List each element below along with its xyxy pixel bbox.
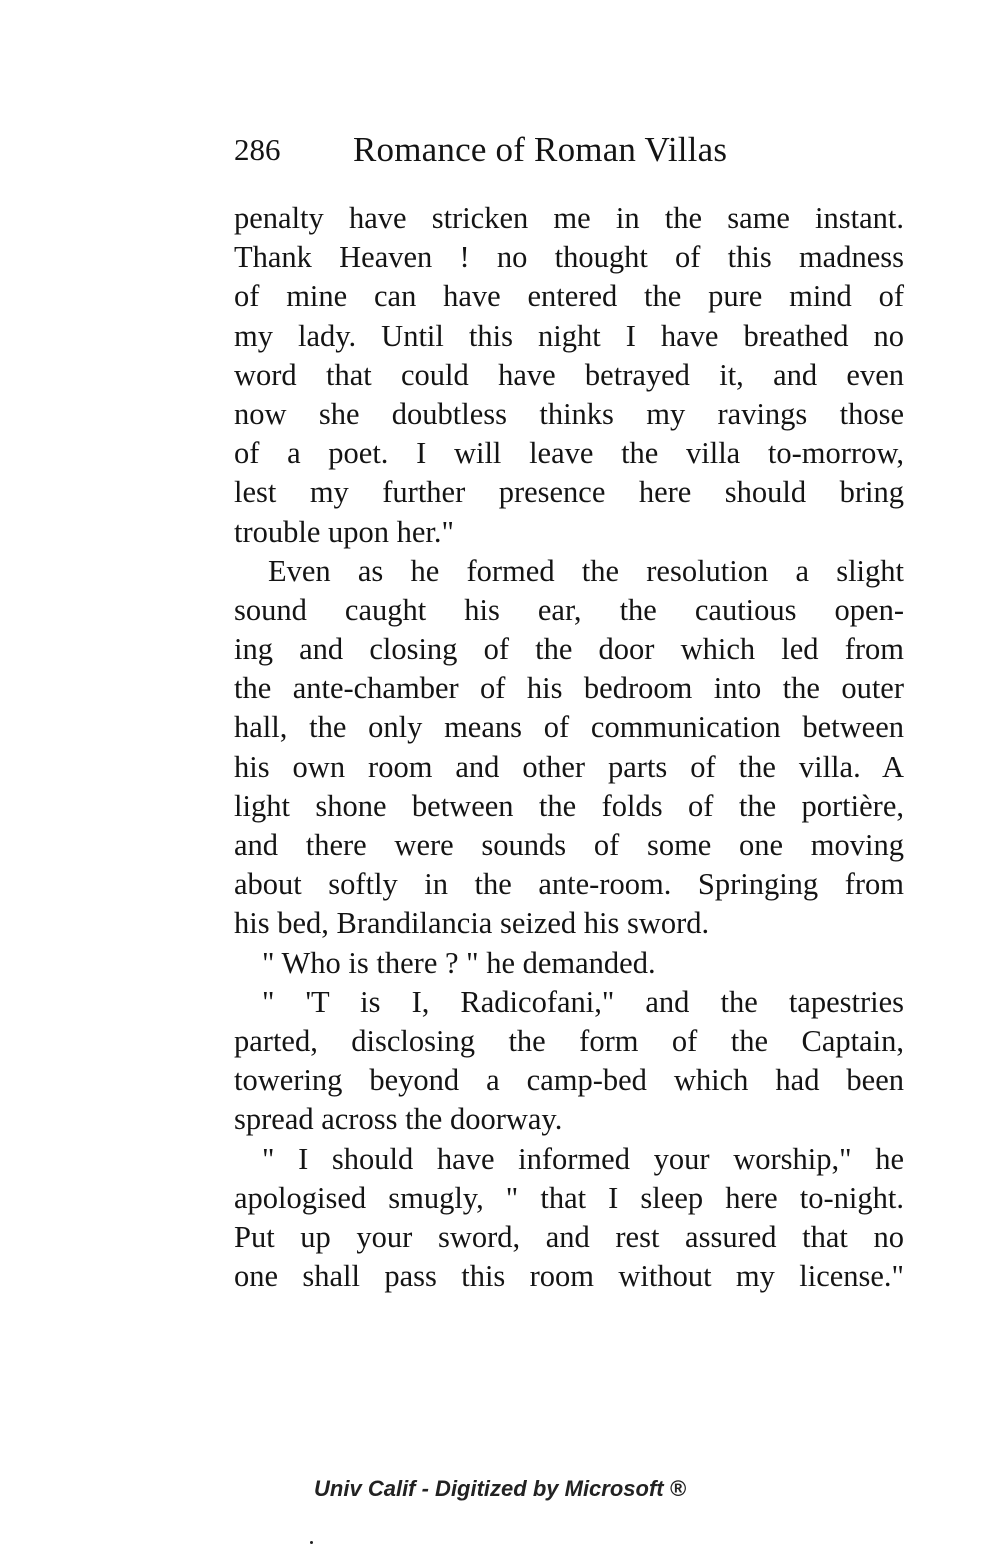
text-line: now she doubtless thinks my ravings those <box>234 396 904 431</box>
text-line: light shone between the folds of the portière, <box>234 788 904 823</box>
text-line: towering beyond a camp-bed which had been <box>234 1063 904 1098</box>
text-line: trouble upon her." <box>234 514 454 549</box>
running-title: Romance of Roman Villas <box>353 130 728 169</box>
page-header <box>234 128 834 172</box>
text-line: and there were sounds of some one moving <box>234 828 904 862</box>
text-line: " 'T is I, Radicofani," and the tapestries <box>262 984 904 1019</box>
text-line: about softly in the ante-room. Springing from <box>234 867 904 902</box>
text-line: " Who is there ? " he demanded. <box>262 945 656 980</box>
text-line: word that could have betrayed it, and even <box>234 357 904 392</box>
text-line: his own room and other parts of the villa. A <box>234 749 904 784</box>
page-number: 286 <box>234 132 281 167</box>
text-line: sound caught his ear, the cautious open- <box>234 592 904 627</box>
digitization-watermark <box>0 1476 1000 1502</box>
text-line: lest my further presence here should bring <box>234 475 904 510</box>
text-line: of a poet. I will leave the villa to-morrow, <box>234 436 904 471</box>
body-text <box>234 199 904 1296</box>
text-line: the ante-chamber of his bedroom into the outer <box>234 671 904 706</box>
text-line: " I should have informed your worship," he <box>262 1141 904 1176</box>
text-line: spread across the doorway. <box>234 1102 563 1137</box>
text-line: apologised smugly, " that I sleep here to-night. <box>234 1180 904 1215</box>
text-line: Even as he formed the resolution a slight <box>268 553 904 588</box>
footer-dot <box>310 1541 313 1544</box>
watermark-text: Univ Calif - Digitized by Microsoft ® <box>314 1476 686 1501</box>
text-line: my lady. Until this night I have breathed no <box>234 318 904 353</box>
text-line: penalty have stricken me in the same instant. <box>234 201 904 235</box>
text-line: hall, the only means of communication between <box>234 710 904 745</box>
text-line: one shall pass this room without my license." <box>234 1259 904 1294</box>
text-line: Thank Heaven ! no thought of this madness <box>234 240 904 275</box>
text-line: parted, disclosing the form of the Captain, <box>234 1023 904 1058</box>
text-line: of mine can have entered the pure mind of <box>234 279 904 314</box>
text-line: ing and closing of the door which led from <box>234 632 904 667</box>
text-line: his bed, Brandilancia seized his sword. <box>234 906 710 941</box>
text-line: Put up your sword, and rest assured that no <box>234 1219 904 1254</box>
